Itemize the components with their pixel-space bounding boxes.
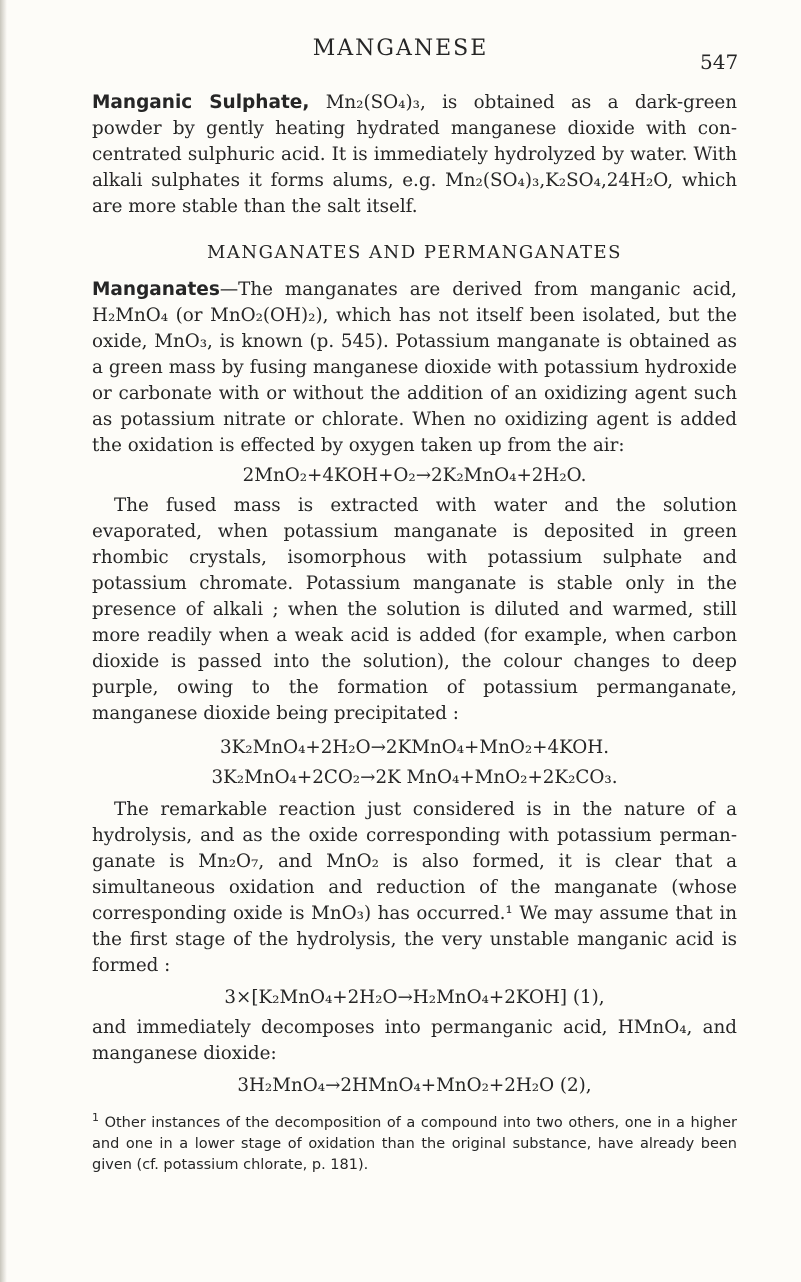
remarkable-reaction-paragraph: The remarkable reaction just considered is in the nature of a hydrolysis, and as the oxide corresponding with potassium permanganate is Mn₂O₇, and MnO₂ is also formed, it is clear that a simultaneous oxidation and reduction of the manganate (whose corresponding oxide is MnO₃) has occurred.¹ We may assume that in the first stage of the hydrolysis, the very unstable manganic acid is formed :	[92, 799, 737, 976]
manganates-paragraph	[92, 277, 737, 459]
equation-3: 3K₂MnO₄+2CO₂→2K MnO₄+MnO₂+2K₂CO₃.	[211, 767, 618, 788]
equation-1: 2MnO₂+4KOH+O₂→2K₂MnO₄+2H₂O.	[242, 465, 587, 486]
manganates-heading: Manganates	[92, 279, 220, 300]
footnote-text: Other instances of the decomposition of a compound into two others, one in a higher and one in a lower stage of oxidation than the original substance, have already been given (cf. potassium chlorate, p. 181).	[92, 1114, 737, 1173]
page-number: 547	[700, 50, 739, 74]
section-heading: MANGANATES AND PERMANGANATES	[206, 242, 623, 263]
equation-5: 3H₂MnO₄→2HMnO₄+MnO₂+2H₂O (2),	[237, 1075, 592, 1096]
decompose-paragraph: and immediately decomposes into permanganic acid, HMnO₄, and manganese dioxide:	[92, 1017, 737, 1064]
manganic-sulphate-text: Mn₂(SO₄)₃, is obtained as a dark-green powder by gently heating hydrated manganese dioxide with concentrated sulphuric acid. It is immediately hydrolyzed by water. With alkali sulphates it forms alums, e.g. Mn₂(SO₄)₃,K₂SO₄,24H₂O, which are more stable than the salt itself.	[92, 92, 737, 217]
page-edge-shadow	[0, 0, 7, 1282]
footnote-marker: 1	[92, 1111, 99, 1124]
footnote	[92, 1107, 737, 1176]
page-body	[92, 90, 737, 1176]
fused-mass-paragraph: The fused mass is extracted with water and the solution evaporated, when potassium manganate is deposited in green rhombic crystals, isomorphous with potassium sulphate and potassium chromate. Potassium manganate is stable only in the presence of alkali ; when the solution is diluted and warmed, still more readily when a weak acid is added (for example, when carbon dioxide is passed into the solution), the colour changes to deep purple, owing to the formation of potassium permanganate, manganese dioxide being precipitated :	[92, 495, 737, 724]
running-header: MANGANESE	[312, 36, 489, 61]
manganic-sulphate-heading: Manganic Sulphate,	[92, 92, 310, 113]
manganic-sulphate-paragraph	[92, 90, 737, 220]
equation-4: 3×[K₂MnO₄+2H₂O→H₂MnO₄+2KOH] (1),	[224, 987, 605, 1008]
manganates-text: —The manganates are derived from manganic acid, H₂MnO₄ (or MnO₂(OH)₂), which has not itself been isolated, but the oxide, MnO₃, is known (p. 545). Potassium manganate is obtained as a green mass by fusing manganese dioxide with potassium hydroxide or carbonate with or without the addition of an oxidizing agent such as potassium nitrate or chlorate. When no oxidizing agent is added the oxidation is effected by oxygen taken up from the air:	[92, 279, 737, 456]
equation-2: 3K₂MnO₄+2H₂O→2KMnO₄+MnO₂+4KOH.	[219, 737, 610, 758]
